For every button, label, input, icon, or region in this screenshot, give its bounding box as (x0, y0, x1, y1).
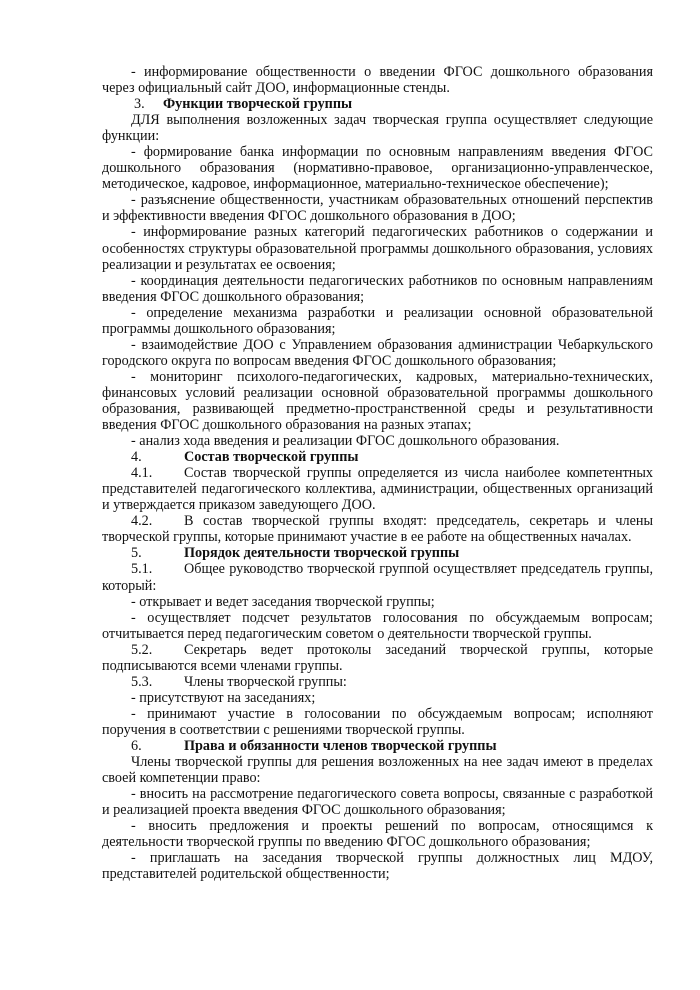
section-3-item: - информирование разных категорий педагогических работников о содержании и особенностях структуры образовательной программы дошкольного образования, условиях реализации и результатах ее освоения; (102, 224, 653, 273)
intro-paragraph: - информирование общественности о введении ФГОС дошкольного образования через официальный сайт ДОО, информационные стенды. (102, 64, 653, 97)
clause-5-1-item: - осуществляет подсчет результатов голосования по обсуждаемым вопросам; отчитывается перед педагогическим советом о деятельности творческой группы. (102, 609, 653, 642)
section-4-title: Состав творческой группы (184, 449, 359, 466)
section-3-item: - формирование банка информации по основным направлениям введения ФГОС дошкольного образования (нормативно-правовое, организационно-управленческое, методическое, кадровое, информационное, материально-техническое обеспечение); (102, 144, 653, 193)
clause-5-1 (102, 561, 653, 593)
clause-4-2-number: 4.2. (131, 513, 153, 530)
section-5-heading (102, 545, 653, 561)
section-3-item: - разъяснение общественности, участникам образовательных отношений перспектив и эффективности введения ФГОС дошкольного образования в ДОО; (102, 192, 653, 225)
clause-5-2-text: Секретарь ведет протоколы заседаний творческой группы, которые подписываются всеми членами группы. (102, 641, 653, 674)
section-6-item: - вносить на рассмотрение педагогического совета вопросы, связанные с разработкой и реализацией проекта введения ФГОС дошкольного образования; (102, 786, 653, 819)
clause-5-1-item: - открывает и ведет заседания творческой группы; (131, 593, 435, 610)
section-5-number: 5. (131, 545, 142, 562)
section-3-title: Функции творческой группы (163, 96, 353, 113)
clause-5-2 (102, 642, 653, 674)
section-6-item: - приглашать на заседания творческой группы должностных лиц МДОУ, представителей родительской общественности; (102, 850, 653, 883)
section-3-number: 3. (134, 96, 145, 113)
section-3-item: - мониторинг психолого-педагогических, кадровых, материально-технических, финансовых условий реализации основной образовательной программы дошкольного образования, развивающей предметно-пространственной среды и результативности введения ФГОС дошкольного образования на разных этапах; (102, 368, 653, 434)
section-6-title: Права и обязанности членов творческой группы (184, 737, 497, 754)
clause-4-1-number: 4.1. (131, 465, 153, 482)
section-4-number: 4. (131, 449, 142, 466)
section-4-heading (102, 449, 653, 465)
clause-4-1-text: Состав творческой группы определяется из числа наиболее компетентных представителей педагогического коллектива, администрации, общественных организаций и утверждается приказом заведующего ДОО. (102, 465, 653, 514)
clause-5-3-item: - принимают участие в голосовании по обсуждаемым вопросам; исполняют поручения в соответствии с решениями творческой группы. (102, 705, 653, 738)
section-6-lead: Члены творческой группы для решения возложенных на нее задач имеют в пределах своей компетенции право: (102, 754, 653, 787)
section-5-title: Порядок деятельности творческой группы (184, 545, 460, 562)
section-6-item: - вносить предложения и проекты решений по вопросам, относящимся к деятельности творческой группы по введению ФГОС дошкольного образования; (102, 818, 653, 851)
section-3-heading (102, 96, 653, 112)
clause-4-2 (102, 513, 653, 545)
clause-4-1 (102, 465, 653, 513)
section-6-heading (102, 738, 653, 754)
clause-5-3-item: - присутствуют на заседаниях; (131, 689, 316, 706)
section-3-item: - координация деятельности педагогических работников по основным направлениям введения ФГОС дошкольного образования; (102, 272, 653, 305)
clause-5-3 (102, 674, 653, 690)
clause-5-1-text: Общее руководство творческой группой осуществляет председатель группы, который: (102, 561, 653, 594)
section-3-lead: ДЛЯ выполнения возложенных задач творческая группа осуществляет следующие функции: (102, 112, 653, 145)
section-3-item: - взаимодействие ДОО с Управлением образования администрации Чебаркульского городского округа по вопросам введения ФГОС дошкольного образования; (102, 336, 653, 369)
section-3-item: - анализ хода введения и реализации ФГОС дошкольного образования. (131, 433, 560, 450)
clause-5-3-number: 5.3. (131, 673, 153, 690)
document-body (102, 64, 653, 882)
clause-4-2-text: В состав творческой группы входят: председатель, секретарь и члены творческой группы, которые принимают участие в ее работе на общественных началах. (102, 513, 653, 546)
clause-5-1-number: 5.1. (131, 561, 153, 578)
section-6-number: 6. (131, 737, 142, 754)
clause-5-2-number: 5.2. (131, 641, 153, 658)
clause-5-3-text: Члены творческой группы: (184, 673, 347, 690)
section-3-item: - определение механизма разработки и реализации основной образовательной программы дошкольного образования; (102, 304, 653, 337)
